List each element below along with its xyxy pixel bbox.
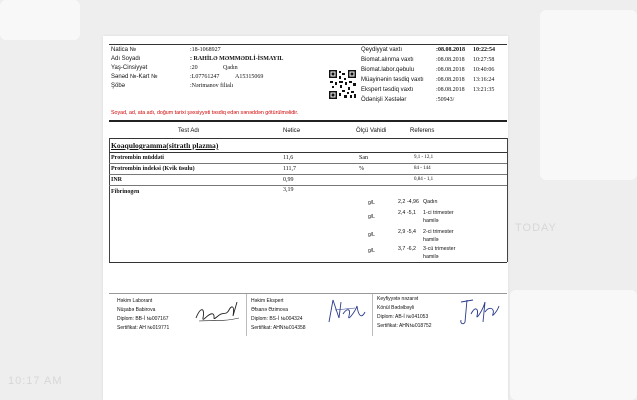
value-sened: :L07761247	[190, 74, 220, 80]
table-left-border	[109, 138, 110, 262]
identity-warning-text: Soyad, ad, ata adı, doğum tarixi şəxsiyyəti təsdiq edən sənəddən götürülməlidir.	[111, 110, 299, 116]
sig3-sertifikat: Sertifikat: AHN№018752	[377, 323, 432, 329]
fib-ref-range-3: 2,9 -5,4	[398, 229, 416, 235]
row-name-protrombin-indeksi: Protrombin indeksi (Kvik üsulu)	[111, 166, 195, 172]
time-biomat-labor: 10:40:06	[473, 67, 495, 73]
fib-ref-unit-4: g/L	[368, 248, 375, 254]
sig2-diplom: Diplom: BS-İ №004324	[251, 316, 303, 322]
row-ref-protrombin-muddeti: 9,1 - 12,1	[414, 155, 434, 160]
table-header-bottom-line	[109, 138, 507, 139]
value-odenisli: :50943/	[436, 97, 455, 103]
time-muayine-tesdiq: 13:16:24	[473, 77, 495, 83]
label-biomat-labor: Biomat.labor.qəbulu	[361, 67, 415, 73]
blurred-card-top-right	[540, 10, 637, 180]
col-result: Nəticə	[283, 128, 301, 134]
time-qeydiyyat: 10:22:54	[473, 47, 495, 53]
sig2-sertifikat: Sertifikat: AHN№014358	[251, 325, 306, 331]
sig1-sertifikat: Sertifikat: AH №019771	[117, 325, 170, 331]
fib-ref-note-2: 1-ci trimester hamilə	[423, 210, 454, 224]
section-line	[109, 152, 507, 153]
label-ekspert-tesdiq: Ekspert təsdiq vaxtı	[361, 87, 414, 93]
row-unit-protrombin-muddeti: San	[359, 155, 368, 161]
row-line-1	[109, 163, 507, 164]
qr-code-icon	[328, 69, 357, 100]
row-line-2	[109, 174, 507, 175]
label-sened-kart: Sənəd №-Kart №	[111, 74, 158, 80]
sig1-diplom: Diplom: BB-İ №007167	[117, 316, 169, 322]
row-line-3	[109, 185, 507, 186]
row-unit-protrombin-indeksi: %	[359, 166, 364, 172]
sig3-diplom: Diplom: AB-İ №041053	[377, 314, 429, 320]
row-result-protrombin-indeksi: 111,7	[283, 166, 297, 172]
fib-ref-range-1: 2,2 -4,96	[398, 199, 419, 205]
signature-2-icon	[325, 294, 371, 328]
value-cins: Qadın	[223, 65, 238, 71]
row-name-protrombin-muddeti: Protrombin müddəti	[111, 155, 164, 161]
value-natica-no: :18-1068927	[190, 47, 221, 53]
col-unit: Ölçü Vahidi	[356, 128, 387, 134]
fib-ref-note-3: 2-ci trimester hamilə	[423, 229, 454, 243]
fib-ref-unit-3: g/L	[368, 232, 375, 238]
row-result-fibrinogen: 3,19	[283, 187, 294, 193]
row-result-inr: 0,99	[283, 177, 294, 183]
label-sobe: Şöbə	[111, 83, 126, 89]
sig1-name: Nüşabə Babirova	[117, 307, 156, 313]
row-result-protrombin-muddeti: 11,6	[283, 155, 294, 161]
value-biomat-alinma: :08.08.2018	[436, 57, 465, 63]
row-name-inr: INR	[111, 177, 123, 183]
label-odenisli: Ödənişli Xəstələr	[361, 97, 407, 103]
sig3-title: Keyfiyyətə nəzarət	[377, 296, 419, 302]
fib-ref-unit-1: g/L	[368, 200, 375, 206]
value-kart: A15315069	[235, 74, 264, 80]
value-ekspert-tesdiq: :08.08.2018	[436, 87, 465, 93]
row-name-fibrinogen: Fibrinogen	[111, 189, 140, 195]
blurred-card-top-left	[0, 0, 80, 40]
label-biomat-alinma: Biomat.alınma vaxtı	[361, 57, 414, 63]
label-natica-no: Natica №	[111, 47, 137, 53]
footer-divider-2	[372, 294, 373, 336]
fib-ref-range-4: 3,7 -6,2	[398, 246, 416, 252]
table-right-border	[507, 138, 508, 262]
value-biomat-labor: :08.08.2018	[436, 67, 465, 73]
label-qeydiyyat: Qeydiyyat vaxtı	[361, 47, 403, 53]
footer-top-line	[109, 293, 507, 294]
ghost-today-text: TODAY	[515, 222, 557, 234]
sig1-title: Həkim Laborant	[117, 298, 153, 304]
label-muayine-tesdiq: Müayinənin təsdiq vaxtı	[361, 77, 424, 83]
value-sobe: :Nərimanov filialı	[190, 83, 234, 89]
fib-ref-unit-2: g/L	[368, 214, 375, 220]
value-qeydiyyat: :08.08.2018	[436, 47, 465, 53]
col-test-name: Test Adı	[178, 128, 200, 134]
fib-ref-note-1: Qadın	[423, 199, 438, 205]
sig2-title: Həkim Ekspert	[251, 298, 284, 304]
time-ekspert-tesdiq: 13:21:35	[473, 87, 495, 93]
label-adi-soyadi: Adı Soyadı	[111, 56, 141, 62]
fib-ref-note-4: 3-cü trimester hamilə	[423, 246, 456, 260]
lab-result-document	[103, 36, 508, 400]
blurred-card-bottom-right	[510, 290, 637, 400]
value-muayine-tesdiq: :08.08.2018	[436, 77, 465, 83]
col-reference: Referens	[410, 128, 435, 134]
ghost-time-text: 10:17 AM	[8, 375, 63, 387]
label-yas-cins: Yaş-Cinsiyyət	[111, 65, 148, 71]
section-koaqulogramma: Koaqulogramma(sitratlı plazma)	[111, 141, 219, 150]
row-ref-protrombin-indeksi: 84 - 144	[414, 166, 431, 171]
row-ref-inr: 0,84 - 1,1	[414, 177, 434, 182]
fib-ref-range-2: 2,4 -5,1	[398, 210, 416, 216]
sig2-name: Əfsanə Əzimova	[251, 307, 288, 313]
table-bottom-line	[109, 262, 507, 263]
signature-3-icon	[455, 292, 501, 328]
top-border	[109, 44, 507, 45]
time-biomat-alinma: 10:27:58	[473, 57, 495, 63]
footer-divider-1	[246, 294, 247, 336]
sig3-name: Könül Bədəlbəyli	[377, 305, 415, 311]
table-header-top-line	[109, 120, 507, 122]
value-adi-soyadi: : RAHİLƏ MƏMMƏDLİ-İSMAYIL	[190, 56, 284, 62]
signature-1-icon	[193, 296, 243, 328]
value-yas: :20	[190, 65, 198, 71]
